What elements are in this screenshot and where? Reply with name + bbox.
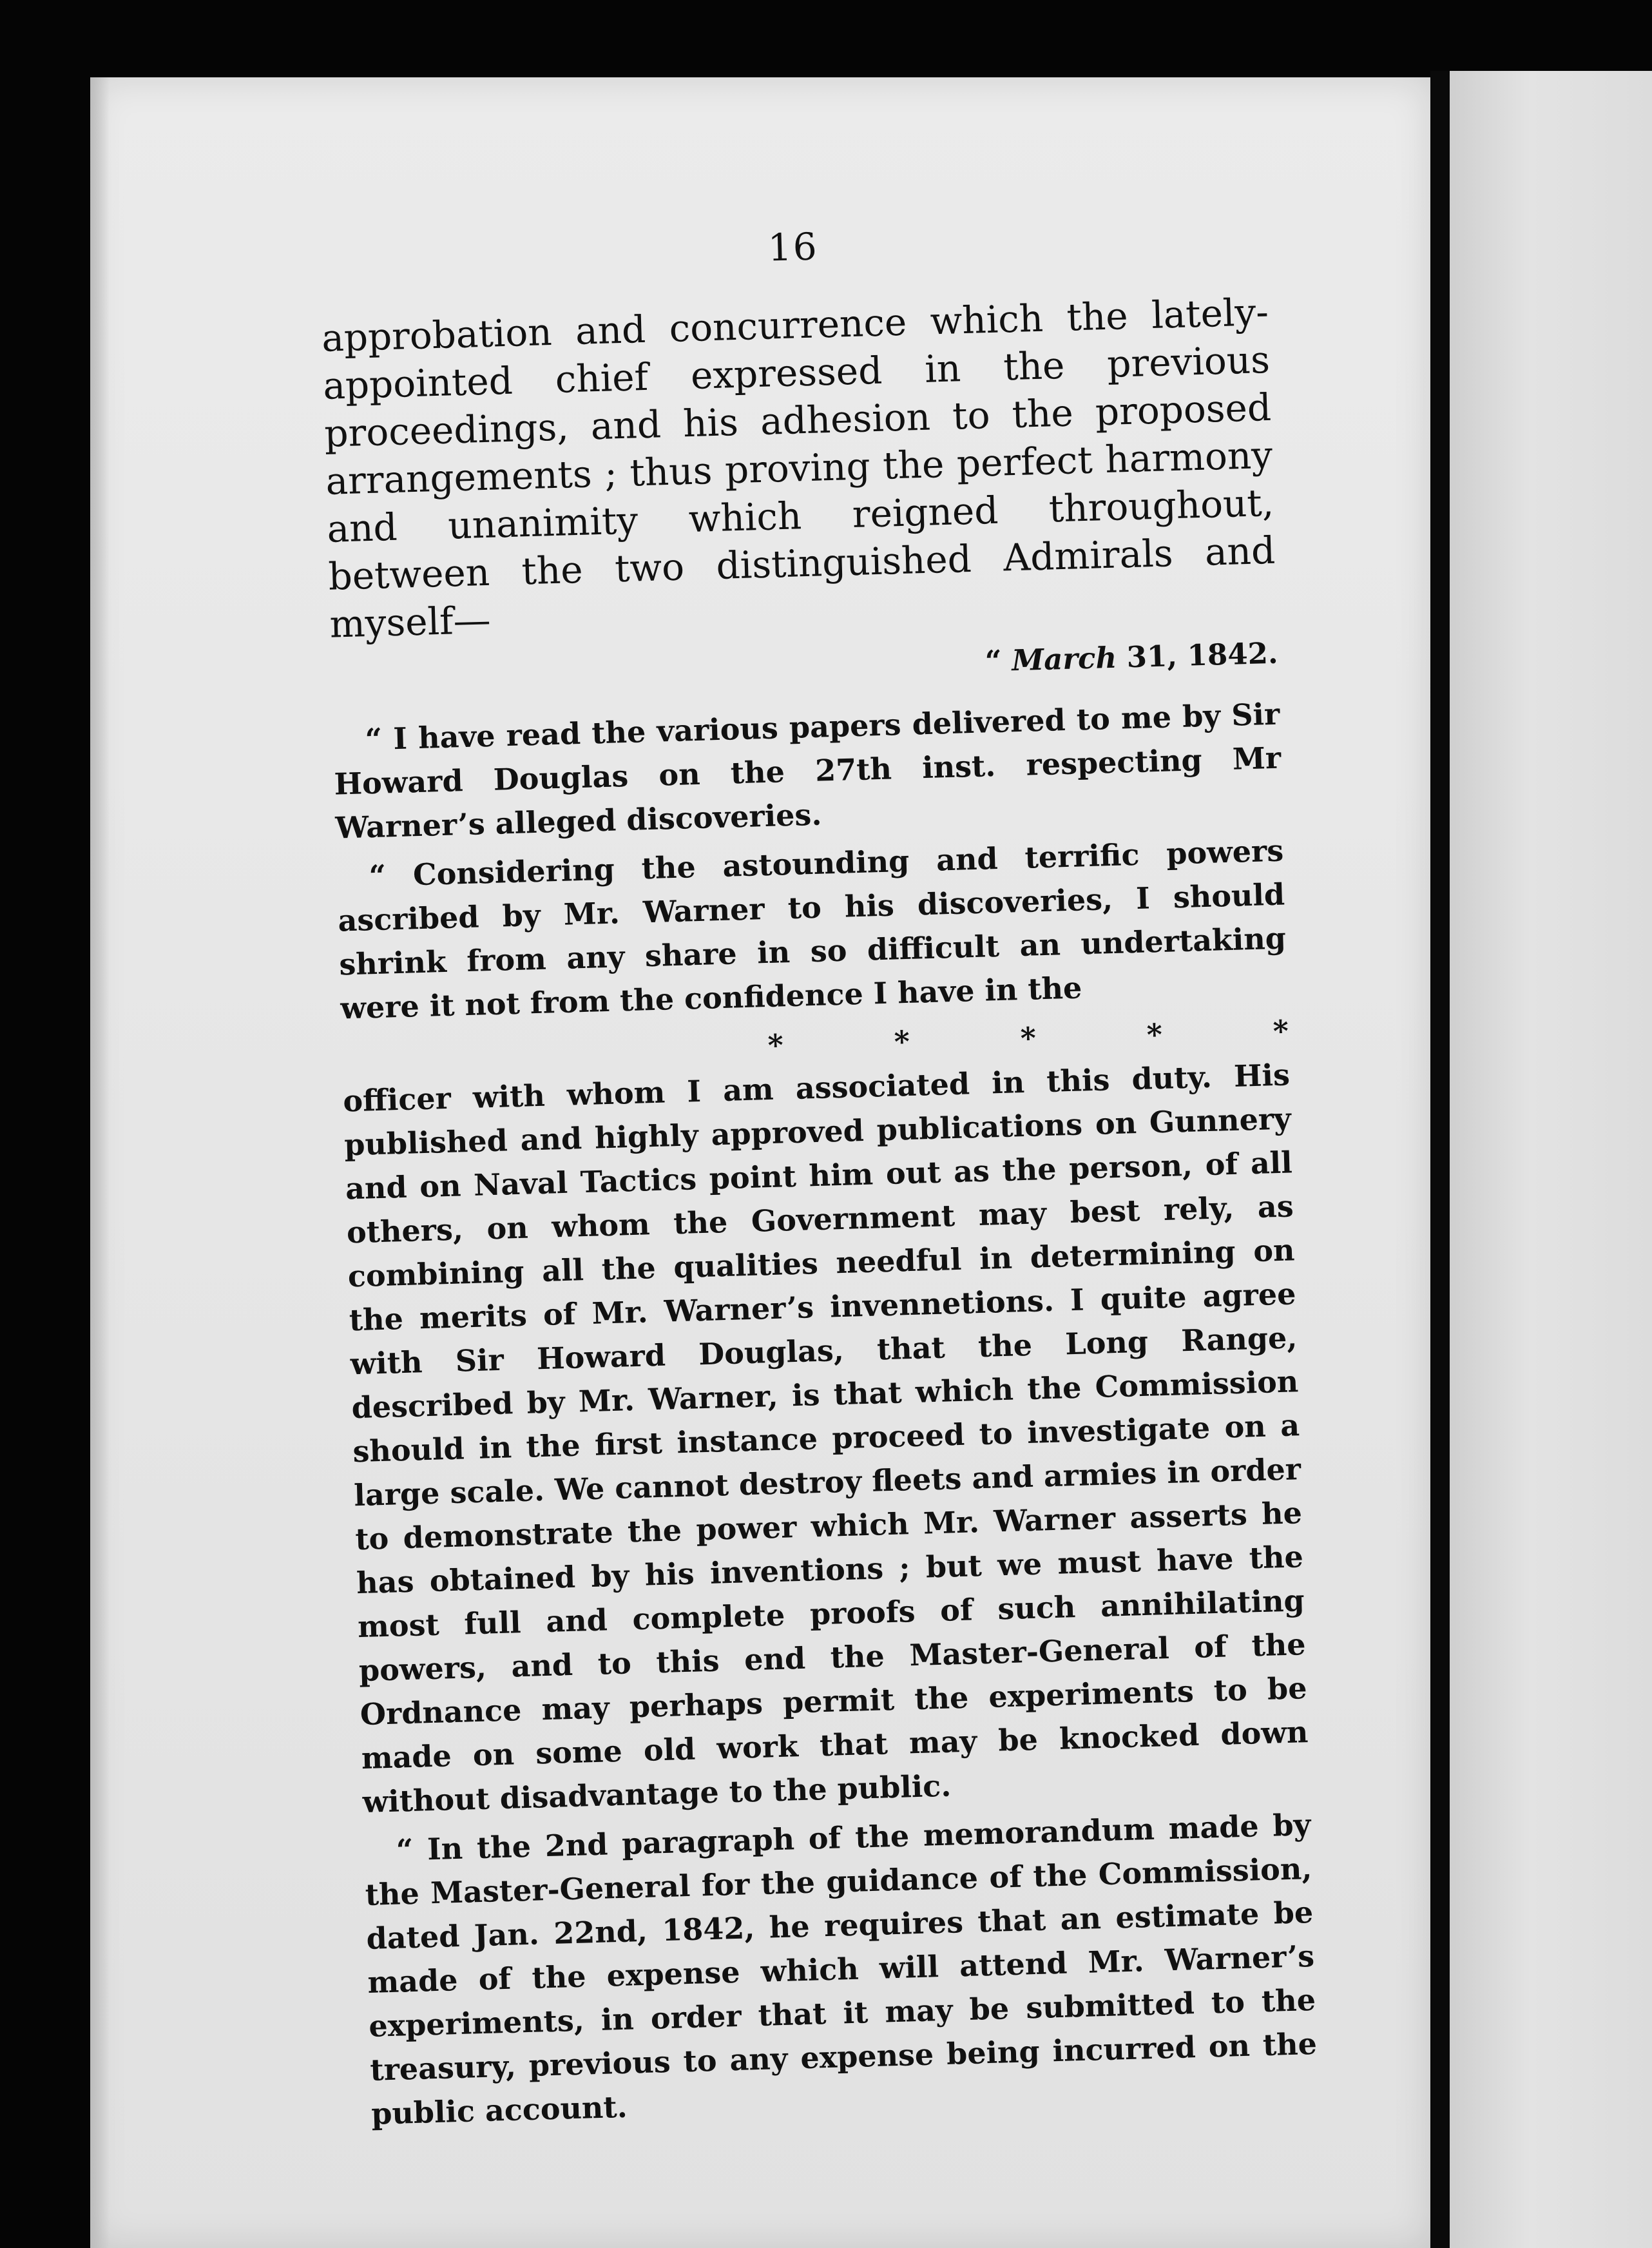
letter-paragraph-4: “ In the 2nd paragraph of the memorandum made by the Master-General for the guidance of the Commission, dated Jan. 22nd, 1842, he requires that an estimate be made of the expense which will attend Mr. Warner’s experiments, in order that it may be submitted to the treasury, previous to any expense being incurred on the public account. xyxy=(365,1807,1318,2131)
facing-page-edge xyxy=(1450,71,1652,2248)
book-gutter xyxy=(1430,71,1450,2248)
page-edge-shadow xyxy=(90,77,110,2248)
date-day-year: 31, 1842. xyxy=(1116,635,1279,675)
page-text-block xyxy=(319,212,1319,2141)
letter-paragraph-2: “ Considering the astounding and terrific powers ascribed by Mr. Warner to his discoveries, I should shrink from any share in so difficult an undertaking were it not from the confidence I have in the xyxy=(337,833,1287,1026)
date-month: March xyxy=(1011,640,1117,678)
date-quote: “ xyxy=(984,643,1013,679)
letter-paragraph-3: officer with whom I am associated in this duty. His published and highly approved publications on Gunnery and on Naval Tactics point him out as the person, of all others, on whom the Government may best rely, as combining all the qualities needful in determining on the merits of Mr. Warner’s invennetions. I quite agree with Sir Howard Douglas, that the Long Range, described by Mr. Warner, is that which the Commission should in the first instance proceed to investigate on a large scale. We cannot destroy fleets and armies in order to demonstrate the power which Mr. Warner asserts he has obtained by his inventions ; but we must have the most full and complete proofs of such annihilating powers, and to this end the Master-General of the Ordnance may perhaps permit the experiments to be made on some old work that may be knocked down without disadvantage to the public. xyxy=(342,1057,1309,1820)
asterisk-ellipsis: * * * * * xyxy=(767,1013,1289,1063)
letter-paragraph-1: “ I have read the various papers delivered to me by Sir Howard Douglas on the 27th inst. respecting Mr Warner’s alleged discoveries. xyxy=(333,696,1282,846)
letter-date xyxy=(331,636,1278,697)
lead-paragraph: approbation and concurrence which the lately-appointed chief expressed in the previous proceedings, and his adhesion to the proposed arrangements ; thus proving the perfect harmony and unanimity which reigned throughout, between the two distinguished Admirals and myself— xyxy=(321,289,1276,646)
page-number: 16 xyxy=(767,224,819,270)
